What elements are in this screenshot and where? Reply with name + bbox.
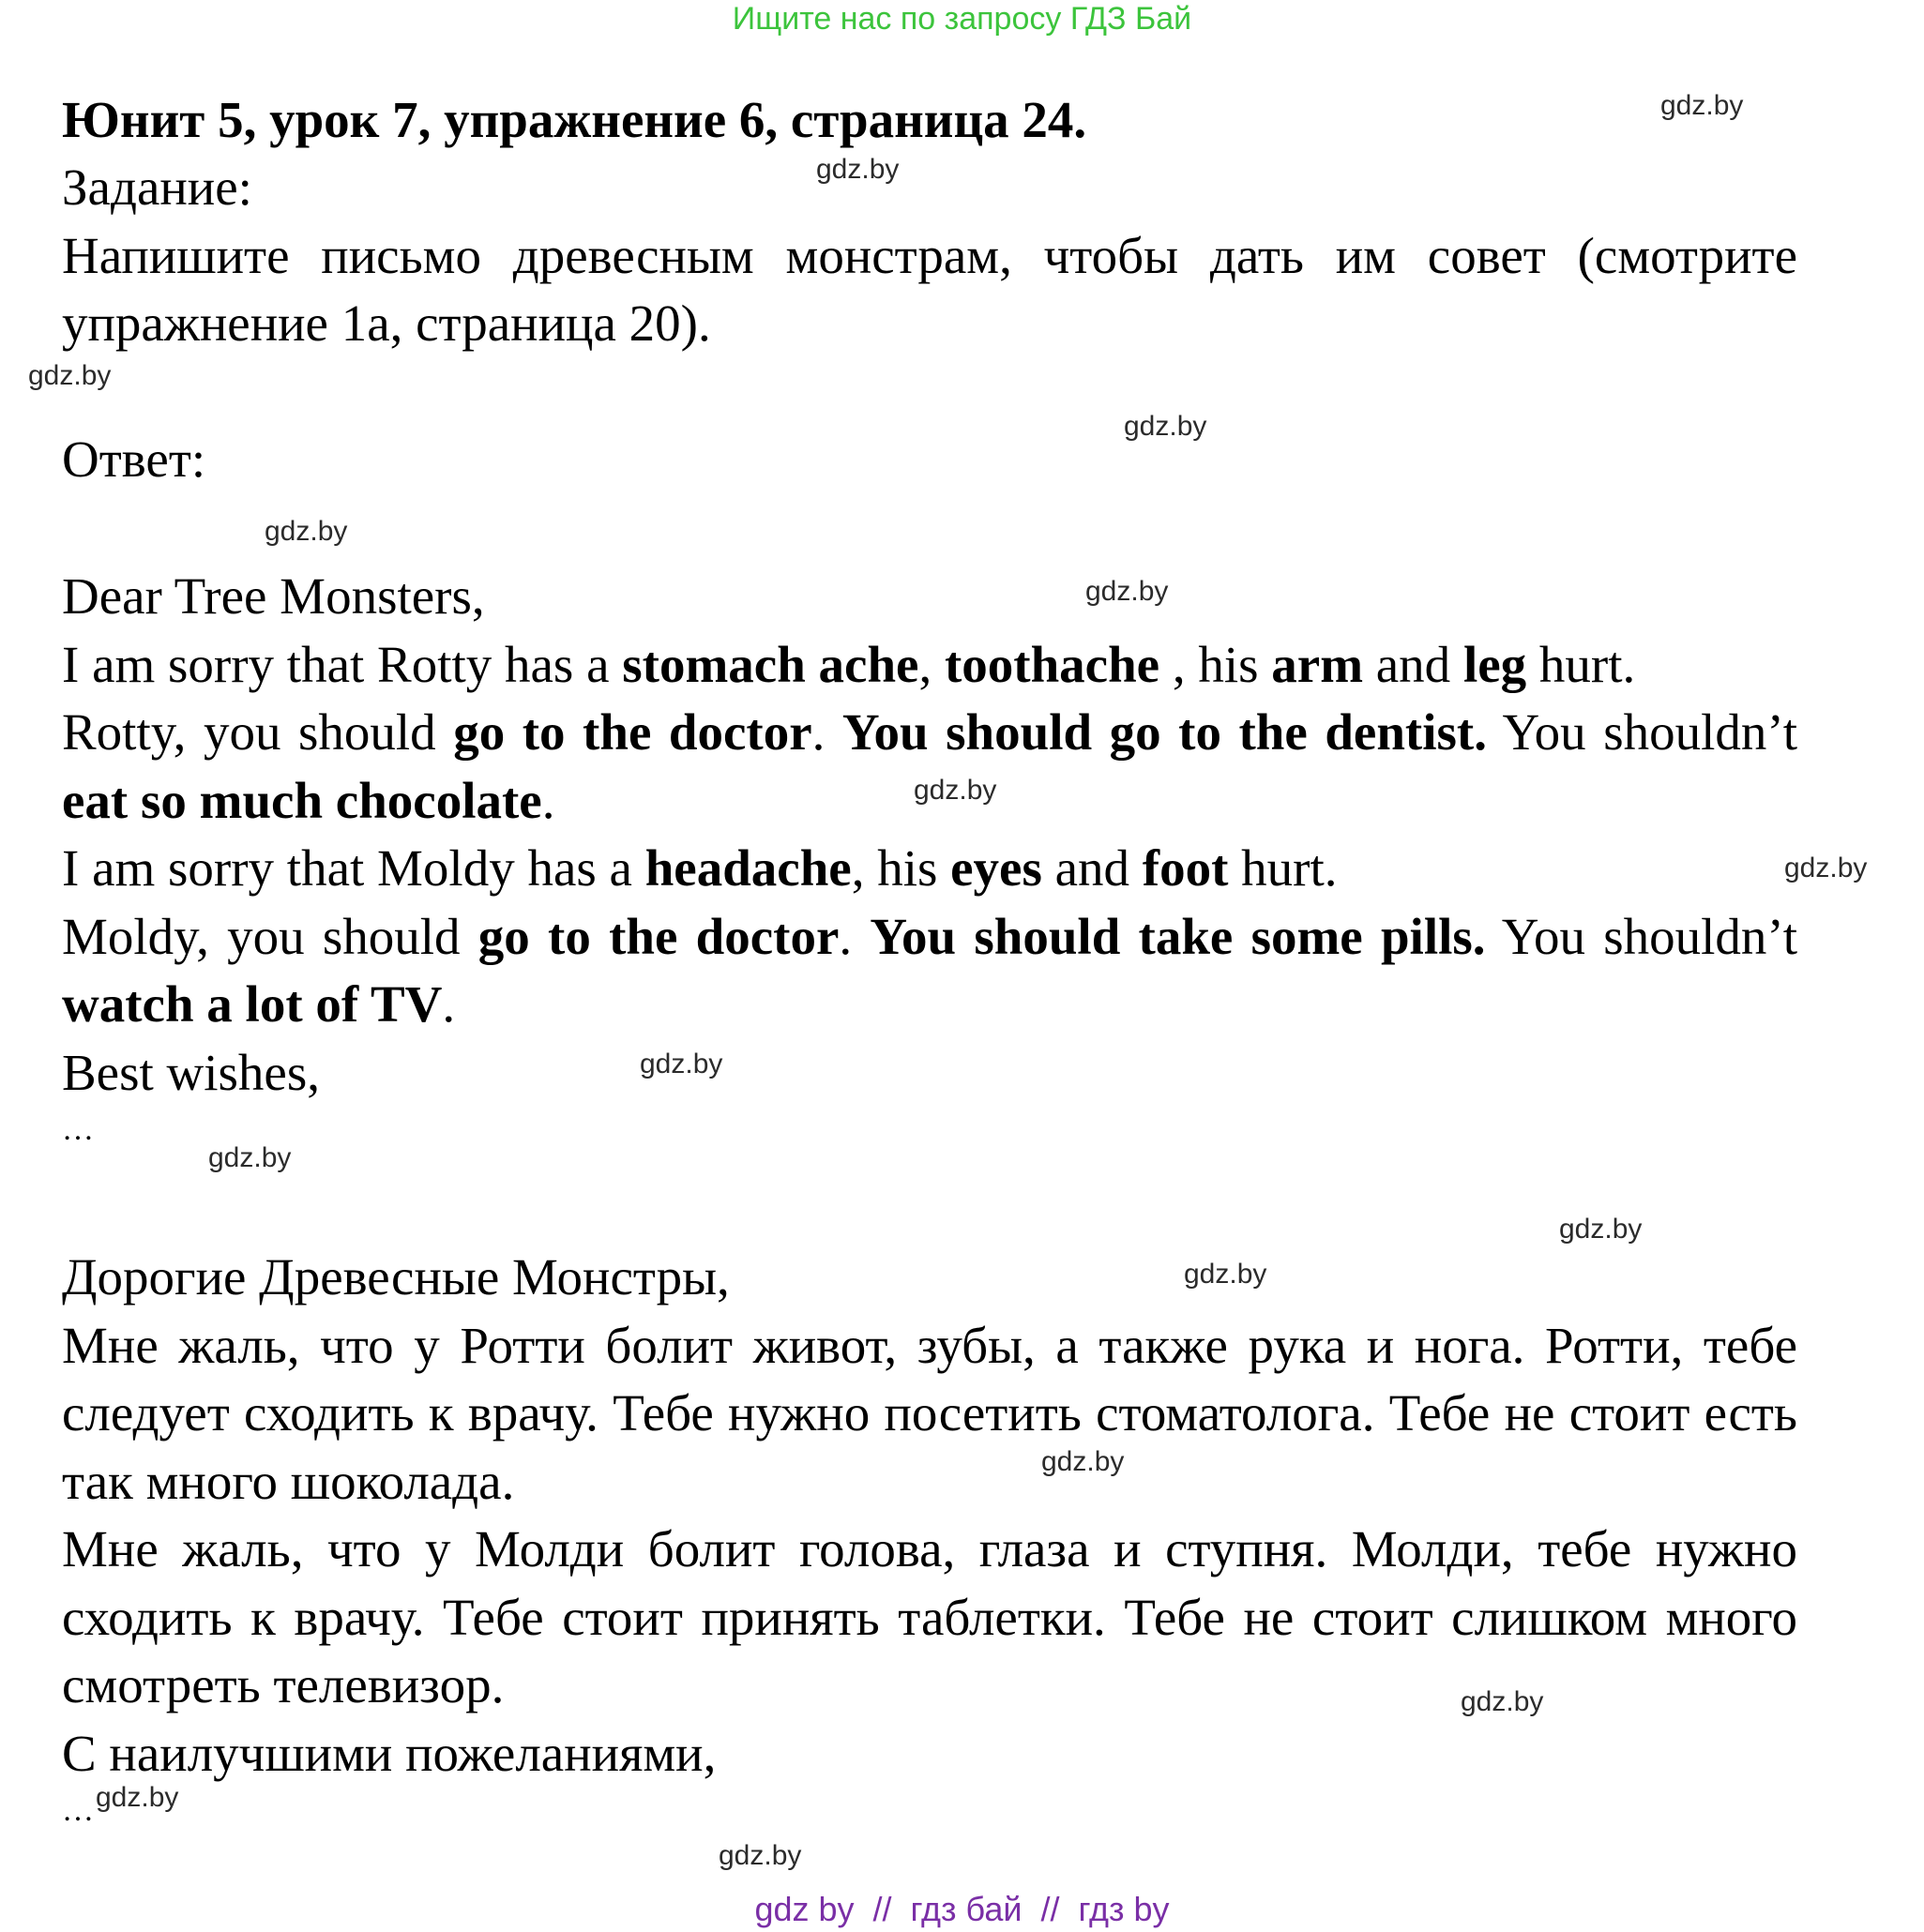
text-run: , his	[851, 839, 951, 897]
russian-letter	[62, 1244, 1797, 1834]
text-run: and	[1041, 839, 1143, 897]
english-letter	[62, 563, 1797, 1154]
text-run: You shouldn’t	[1485, 907, 1797, 965]
bold-phrase: watch a lot of TV	[62, 975, 443, 1033]
bold-phrase: go to the doctor	[477, 907, 840, 965]
task-text: Напишите письмо древесным монстрам, чтобы дать им совет (смотрите упражнение 1а, страница 20).	[62, 226, 1797, 352]
footer-banner: gdz by // гдз бай // гдз by	[754, 1890, 1170, 1928]
bold-phrase: go to the doctor	[453, 703, 812, 761]
letter-greeting-ru: Дорогие Древесные Монстры,	[62, 1248, 730, 1306]
bold-phrase: headache	[644, 839, 852, 897]
watermark-text: gdz.by	[1184, 1259, 1267, 1290]
watermark-text: gdz.by	[1660, 90, 1744, 121]
paragraph-rotty-symptoms	[62, 631, 1797, 700]
watermark-text: gdz.by	[265, 516, 348, 547]
watermark-text: gdz.by	[1041, 1446, 1125, 1477]
text-run: Moldy, you should	[62, 907, 478, 965]
text-run: hurt.	[1228, 839, 1338, 897]
watermark-text: gdz.by	[1461, 1686, 1544, 1717]
bold-phrase: stomach ache	[622, 635, 919, 693]
watermark-text: gdz.by	[1124, 411, 1207, 442]
task-label: Задание:	[62, 158, 252, 216]
watermark-text: gdz.by	[208, 1142, 292, 1173]
bold-phrase: eat so much chocolate	[62, 771, 542, 829]
watermark-text: gdz.by	[1559, 1214, 1643, 1245]
bold-phrase: arm	[1271, 635, 1364, 693]
answer-label: Ответ:	[62, 430, 206, 488]
search-banner: Ищите нас по запросу ГДЗ Бай	[732, 1, 1192, 37]
letter-closing-ru: С наилучшими пожеланиями,	[62, 1724, 717, 1782]
bold-phrase: leg	[1462, 635, 1527, 693]
bold-phrase: foot	[1142, 839, 1229, 897]
watermark-text: gdz.by	[1085, 576, 1169, 607]
bold-phrase: You should go to the dentist.	[841, 703, 1487, 761]
text-run: .	[541, 771, 555, 829]
watermark-text: gdz.by	[1784, 853, 1868, 883]
text-run: , his	[1159, 635, 1272, 693]
text-run: .	[811, 703, 842, 761]
paragraph-rotty-ru: Мне жаль, что у Ротти болит живот, зубы, а также рука и нога. Ротти, тебе следует сходить к врачу. Тебе нужно посетить стоматолога. Тебе не стоит есть так много шоколада.	[62, 1316, 1797, 1510]
watermark-text: gdz.by	[28, 360, 112, 391]
letter-signature-ru: …	[62, 1793, 94, 1828]
text-run: You shouldn’t	[1486, 703, 1797, 761]
text-run: I am sorry that Moldy has a	[62, 839, 645, 897]
letter-signature: …	[62, 1112, 94, 1147]
paragraph-moldy-advice	[62, 903, 1797, 1039]
watermark-text: gdz.by	[640, 1049, 723, 1079]
paragraph-moldy-symptoms	[62, 835, 1797, 903]
watermark-text: gdz.by	[96, 1782, 179, 1813]
watermark-text: gdz.by	[816, 154, 900, 185]
text-run: Rotty, you should	[62, 703, 454, 761]
paragraph-moldy-ru: Мне жаль, что у Молди болит голова, глаза и ступня. Молди, тебе нужно сходить к врачу. Тебе стоит принять таблетки. Тебе не стоит слишком много смотреть телевизор.	[62, 1520, 1797, 1713]
bold-phrase: eyes	[950, 839, 1042, 897]
text-run: I am sorry that Rotty has a	[62, 635, 623, 693]
text-run: hurt.	[1526, 635, 1636, 693]
text-run: .	[839, 907, 871, 965]
text-run: ,	[918, 635, 945, 693]
task-section	[62, 154, 1797, 358]
bold-phrase: You should take some pills.	[870, 907, 1486, 965]
watermark-text: gdz.by	[719, 1840, 802, 1871]
bold-phrase: toothache	[944, 635, 1160, 693]
text-run: .	[442, 975, 456, 1033]
page-title: Юнит 5, урок 7, упражнение 6, страница 24.	[62, 91, 1087, 148]
watermark-text: gdz.by	[914, 775, 997, 806]
letter-closing: Best wishes,	[62, 1043, 320, 1101]
paragraph-rotty-advice	[62, 699, 1797, 835]
text-run: and	[1363, 635, 1463, 693]
letter-greeting: Dear Tree Monsters,	[62, 567, 485, 625]
